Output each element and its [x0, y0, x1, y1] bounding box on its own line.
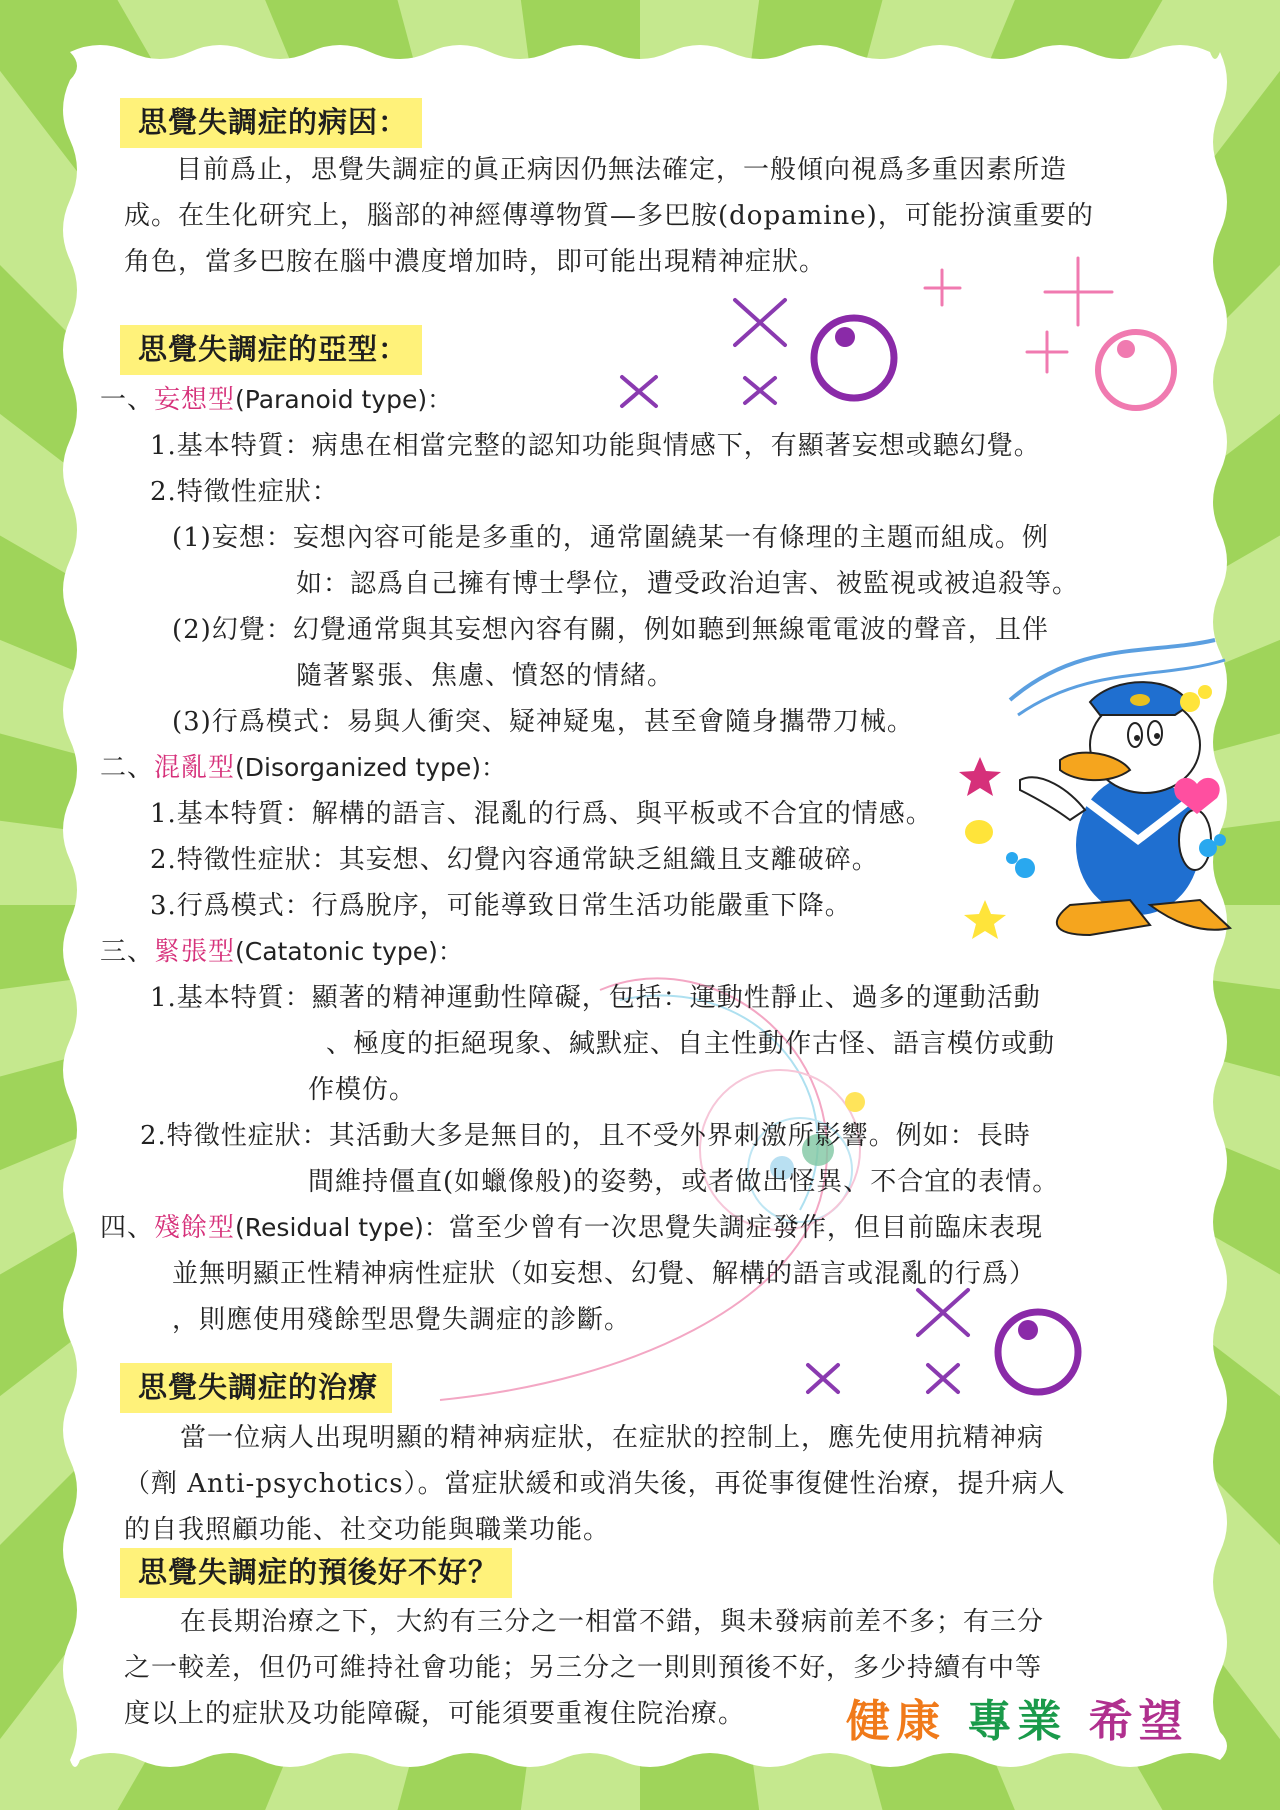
paranoid-line-4: 如：認爲自己擁有博士學位，遭受政治迫害、被監視或被追殺等。 — [296, 569, 1080, 599]
cause-line-2-text: 成。在生化研究上，腦部的神經傳導物質—多巴胺(dopamine)，可能扮演重要的 — [124, 201, 1094, 231]
treatment-line-3: 的自我照顧功能、社交功能與職業功能。 — [124, 1515, 611, 1545]
catatonic-line-1: 1.基本特質：顯著的精神運動性障礙，包括：運動性靜止、過多的運動活動 — [150, 983, 1041, 1013]
slogan-professional: 專業 — [967, 1696, 1068, 1747]
catatonic-line-5: 間維持僵直(如蠟像般)的姿勢，或者做出怪異、不合宜的表情。 — [308, 1167, 1060, 1197]
subtype-name: 緊張型 — [154, 937, 236, 967]
paranoid-line-2: 2.特徵性症狀： — [150, 477, 339, 507]
subtype-paranoid-title — [100, 380, 452, 420]
paranoid-line-3: (1)妄想：妄想內容可能是多重的，通常圍繞某一有條理的主題而組成。例 — [172, 523, 1049, 553]
residual-line-2: ，則應使用殘餘型思覺失調症的診斷。 — [172, 1305, 632, 1335]
catatonic-line-2: 、極度的拒絕現象、緘默症、自主性動作古怪、語言模仿或動 — [326, 1029, 1056, 1059]
subtype-en: (Disorganized type)： — [235, 753, 507, 782]
prognosis-line-2: 之一較差，但仍可維持社會功能；另三分之一則則預後不好，多少持續有中等 — [124, 1653, 1043, 1683]
subtype-num: 四、 — [100, 1213, 155, 1243]
subtype-en: (Catatonic type)： — [235, 937, 463, 966]
heading-cause: 思覺失調症的病因： — [120, 98, 422, 148]
cause-line-3: 角色，當多巴胺在腦中濃度增加時，即可能出現精神症狀。 — [124, 247, 827, 277]
subtype-num: 二、 — [100, 753, 155, 783]
subtype-en: (Paranoid type)： — [235, 385, 453, 414]
residual-line-1: 並無明顯正性精神病性症狀（如妄想、幻覺、解構的語言或混亂的行爲） — [172, 1259, 1037, 1289]
slogan-health: 健康 — [846, 1696, 946, 1747]
paranoid-line-5: (2)幻覺：幻覺通常與其妄想內容有關，例如聽到無線電電波的聲音，且伴 — [172, 615, 1049, 645]
paranoid-line-6: 隨著緊張、焦慮、憤怒的情緒。 — [296, 661, 675, 691]
heading-prognosis: 思覺失調症的預後好不好？ — [120, 1548, 512, 1598]
cause-line-2 — [124, 196, 1094, 236]
subtype-name: 妄想型 — [154, 385, 236, 415]
heading-subtypes: 思覺失調症的亞型： — [120, 325, 422, 375]
disorganized-line-1: 1.基本特質：解構的語言、混亂的行爲、與平板或不合宜的情感。 — [150, 799, 933, 829]
prognosis-line-1: 在長期治療之下，大約有三分之一相當不錯，與未發病前差不多；有三分 — [180, 1607, 1045, 1637]
subtype-name: 殘餘型 — [154, 1213, 236, 1243]
paranoid-line-7: (3)行爲模式：易與人衝突、疑神疑鬼，甚至會隨身攜帶刀械。 — [172, 707, 914, 737]
paranoid-line-1: 1.基本特質：病患在相當完整的認知功能與情感下，有顯著妄想或聽幻覺。 — [150, 431, 1041, 461]
subtype-en: (Residual type)： — [235, 1213, 449, 1242]
disorganized-line-2: 2.特徵性症狀：其妄想、幻覺內容通常缺乏組織且支離破碎。 — [150, 845, 879, 875]
treatment-line-1: 當一位病人出現明顯的精神病症狀，在症狀的控制上，應先使用抗精神病 — [180, 1423, 1045, 1453]
subtype-num: 三、 — [100, 937, 155, 967]
slogan-hope: 希望 — [1088, 1696, 1189, 1747]
residual-first-tail: 當至少曾有一次思覺失調症發作，但目前臨床表現 — [448, 1213, 1043, 1243]
catatonic-line-3: 作模仿。 — [308, 1075, 417, 1105]
subtype-disorganized-title — [100, 748, 506, 788]
disorganized-line-3: 3.行爲模式：行爲脫序，可能導致日常生活功能嚴重下降。 — [150, 891, 852, 921]
heading-treatment: 思覺失調症的治療 — [120, 1363, 392, 1413]
subtype-residual-title — [100, 1208, 1043, 1248]
subtype-catatonic-title — [100, 932, 463, 972]
slogan — [846, 1685, 1189, 1749]
catatonic-line-4: 2.特徵性症狀：其活動大多是無目的，且不受外界刺激所影響。例如：長時 — [140, 1121, 1031, 1151]
prognosis-line-3: 度以上的症狀及功能障礙，可能須要重複住院治療。 — [124, 1699, 746, 1729]
subtype-num: 一、 — [100, 385, 155, 415]
cause-line-1: 目前爲止，思覺失調症的眞正病因仍無法確定，一般傾向視爲多重因素所造 — [176, 155, 1068, 185]
treatment-line-2: （劑 Anti-psychotics）。當症狀緩和或消失後，再從事復健性治療，提升病人 — [124, 1469, 1066, 1499]
subtype-name: 混亂型 — [154, 753, 236, 783]
